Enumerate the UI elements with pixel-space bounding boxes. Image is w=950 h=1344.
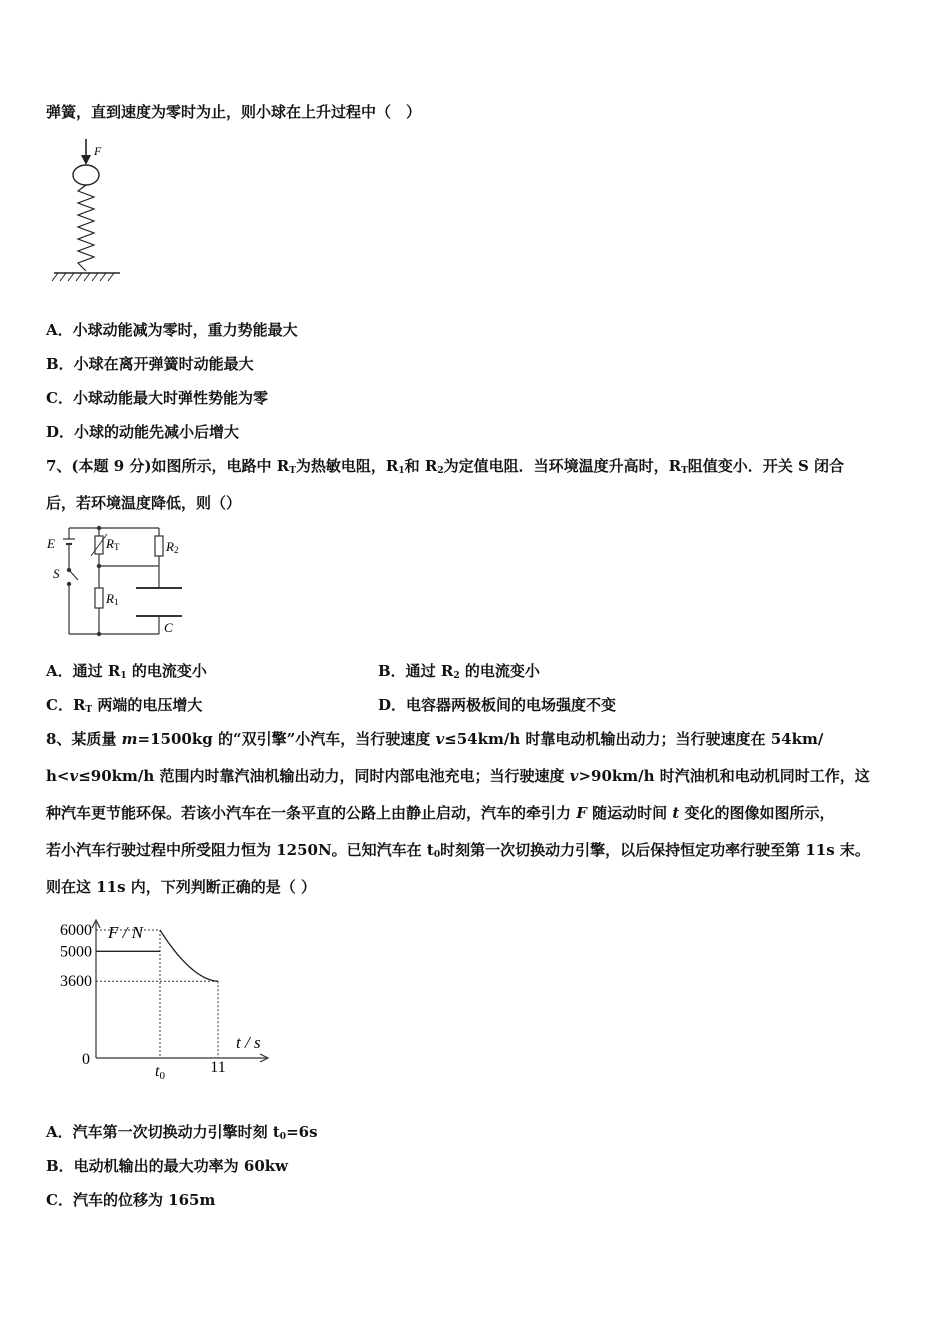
switch-blade bbox=[69, 570, 78, 580]
label-r2: R2 bbox=[166, 539, 179, 555]
series-decay-curve bbox=[160, 930, 218, 981]
q8-option-a: A．汽车第一次切换动力引擎时刻 $t_0=6s$ bbox=[46, 1123, 318, 1142]
q8-stem-line2: h<v≤90km/h 范围内时靠汽油机输出动力，同时内部电池充电；当行驶速度 v>90km/h 时汽油机和电动机同时工作，这 bbox=[46, 767, 870, 785]
circuit-figure bbox=[44, 522, 194, 640]
y-tick-3600: 3600 bbox=[60, 973, 92, 991]
ground-hatch bbox=[52, 273, 114, 281]
q6-option-b: B．小球在离开弹簧时动能最大 bbox=[46, 355, 254, 373]
spring-ball-figure bbox=[44, 135, 134, 290]
q7-stem-line2: 后，若环境温度降低，则（） bbox=[46, 494, 242, 512]
force-label: F bbox=[94, 144, 102, 158]
q8-option-c: C．汽车的位移为 165m bbox=[46, 1191, 216, 1209]
q7-option-b: B．通过 $R_2$ 的电流变小 bbox=[378, 662, 540, 681]
ball bbox=[73, 165, 99, 185]
x-tick-11: 11 bbox=[210, 1059, 226, 1076]
q7-option-a: A．通过 $R_1$ 的电流变小 bbox=[46, 662, 207, 681]
q8-stem-line3: 种汽车更节能环保。若该小汽车在一条平直的公路上由静止启动，汽车的牵引力 F 随运动时间 t 变化的图像如图所示， bbox=[46, 804, 835, 822]
q6-stem: 弹簧，直到速度为零时为止，则小球在上升过程中（ ） bbox=[46, 103, 422, 121]
q8-stem-line4: 若小汽车行驶过程中所受阻力恒为 1250N。已知汽车在 $t_0$时刻第一次切换动力引擎，以后保持恒定功率行驶至第 11s 末。 bbox=[46, 841, 870, 860]
y-tick-6000: 6000 bbox=[60, 922, 92, 939]
q7-option-d: D．电容器两极板间的电场强度不变 bbox=[378, 696, 617, 714]
q6-option-a: A．小球动能减为零时，重力势能最大 bbox=[46, 321, 298, 339]
q6-option-c: C．小球动能最大时弹性势能为零 bbox=[46, 389, 268, 407]
resistor-r1 bbox=[95, 588, 103, 608]
q7-option-c: C．$R_T$ 两端的电压增大 bbox=[46, 696, 203, 715]
label-c: C bbox=[164, 620, 173, 635]
y-axis-label: F / N bbox=[108, 923, 143, 942]
label-rt: RT bbox=[106, 536, 120, 552]
y-tick-5000: 5000 bbox=[60, 943, 92, 961]
resistor-r2 bbox=[155, 536, 163, 556]
x-tick-t0: t0 bbox=[155, 1063, 165, 1082]
label-r1: R1 bbox=[106, 591, 119, 607]
force-time-chart bbox=[46, 918, 276, 1083]
q6-option-d: D．小球的动能先减小后增大 bbox=[46, 423, 240, 441]
q7-stem-line1: 7、(本题 9 分)如图所示，电路中 $R_T$为热敏电阻，$R_1$和 $R_2$为定值电阻．当环境温度升高时，$R_T$阻值变小．开关 S 闭合 bbox=[46, 457, 845, 476]
q8-stem-line5: 则在这 11s 内，下列判断正确的是（ ） bbox=[46, 878, 316, 896]
force-arrowhead bbox=[81, 155, 91, 165]
spring bbox=[78, 185, 94, 271]
q8-stem-line1: 8、某质量 m=1500kg 的“双引擎”小汽车，当行驶速度 v≤54km/h 时靠电动机输出动力；当行驶速度在 54km/ bbox=[46, 730, 824, 748]
label-e: E bbox=[47, 536, 55, 551]
label-s: S bbox=[53, 566, 60, 581]
q8-option-b: B．电动机输出的最大功率为 60kw bbox=[46, 1157, 289, 1175]
x-axis-label: t / s bbox=[236, 1033, 261, 1052]
origin-label: 0 bbox=[82, 1051, 90, 1068]
